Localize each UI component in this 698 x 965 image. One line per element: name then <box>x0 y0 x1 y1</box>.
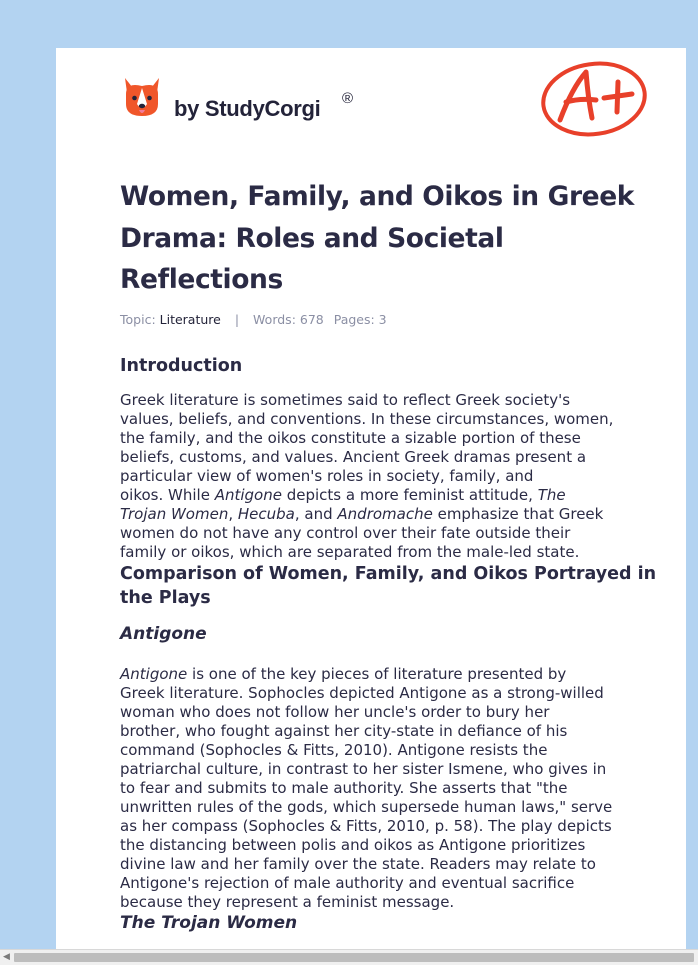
intro-line: Greek literature is sometimes said to reflect Greek society's <box>120 391 571 409</box>
topic-link[interactable]: Literature <box>159 312 221 327</box>
antigone-line: unwritten rules of the gods, which supersede human laws," serve <box>120 798 613 816</box>
antigone-line: because they represent a feminist message. <box>120 893 455 911</box>
page-count: Pages: 3 <box>333 312 387 327</box>
document-title: Women, Family, and Oikos in Greek Drama: Roles and Societal Reflections <box>120 181 634 295</box>
antigone-line: the distancing between polis and oikos as Antigone prioritizes <box>120 836 586 854</box>
topic-label: Topic: <box>120 312 156 327</box>
antigone-heading: Antigone <box>120 624 207 644</box>
document-page <box>56 48 686 950</box>
scrollbar-thumb[interactable] <box>14 953 694 962</box>
comparison-heading-line: the Plays <box>120 588 211 608</box>
intro-line: the family, and the oikos constitute a sizable portion of these <box>120 429 581 447</box>
introduction-heading: Introduction <box>120 356 243 376</box>
antigone-line: Greek literature. Sophocles depicted Antigone as a strong-willed <box>120 684 604 702</box>
intro-line: Trojan Women, Hecuba, and Andromache emphasize that Greek <box>120 505 604 523</box>
antigone-line: Antigone's rejection of male authority and eventual sacrifice <box>120 874 575 892</box>
trojan-women-heading: The Trojan Women <box>120 913 298 933</box>
antigone-line: brother, who fought against her city-state in defiance of his <box>120 722 568 740</box>
meta-separator: | <box>234 312 240 327</box>
antigone-line: to fear and submits to male authority. She asserts that "the <box>120 779 568 797</box>
comparison-heading-line: Comparison of Women, Family, and Oikos Portrayed in <box>120 564 657 584</box>
a-plus-grade-icon <box>538 58 648 140</box>
antigone-line: as her compass (Sophocles & Fitts, 2010, p. 58). The play depicts <box>120 817 612 835</box>
scroll-left-arrow-icon[interactable]: ◀ <box>3 952 10 962</box>
introduction-paragraph <box>120 391 640 562</box>
comparison-heading <box>120 562 656 610</box>
antigone-line: patriarchal culture, in contrast to her sister Ismene, who gives in <box>120 760 607 778</box>
intro-line: women do not have any control over their fate outside their <box>120 524 571 542</box>
intro-line: family or oikos, which are separated from the male-led state. <box>120 543 580 561</box>
antigone-line: command (Sophocles & Fitts, 2010). Antigone resists the <box>120 741 548 759</box>
intro-line: oikos. While Antigone depicts a more feminist attitude, The <box>120 486 566 504</box>
horizontal-scrollbar[interactable] <box>0 949 698 965</box>
intro-line: particular view of women's roles in society, family, and <box>120 467 534 485</box>
intro-line: beliefs, customs, and values. Ancient Greek dramas present a <box>120 448 587 466</box>
antigone-line: Antigone is one of the key pieces of literature presented by <box>120 665 567 683</box>
antigone-line: divine law and her family over the state. Readers may relate to <box>120 855 596 873</box>
document-meta <box>120 312 387 327</box>
antigone-line: woman who does not follow her uncle's order to bury her <box>120 703 550 721</box>
intro-line: values, beliefs, and conventions. In these circumstances, women, <box>120 410 614 428</box>
word-count: Words: 678 <box>253 312 324 327</box>
brand-name[interactable]: by StudyCorgi <box>174 96 321 121</box>
registered-mark: ® <box>342 90 354 107</box>
antigone-paragraph <box>120 665 640 912</box>
corgi-logo-icon <box>122 76 162 120</box>
